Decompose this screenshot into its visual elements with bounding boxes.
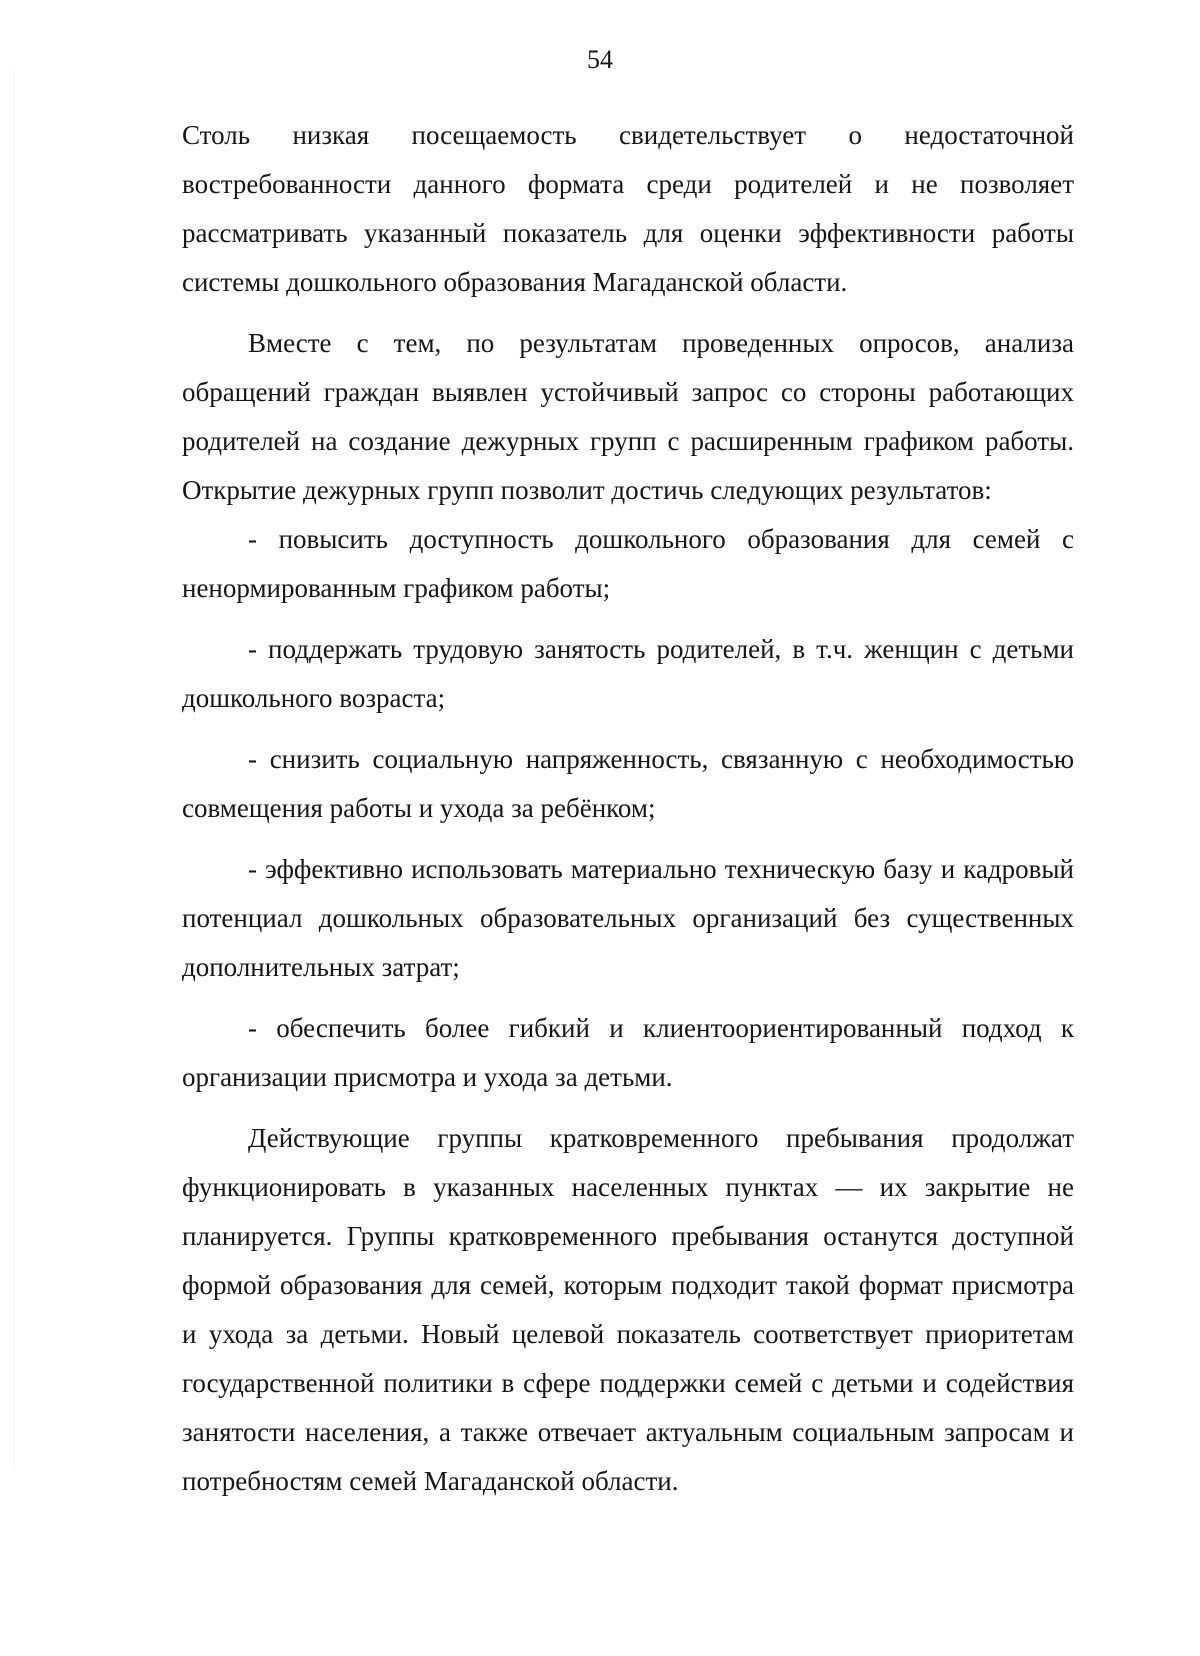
paragraph-short-stay-groups: Действующие группы кратковременного пребывания продолжат функционировать в указанных населенных пунктах — их закрытие не планируется. Группы кратковременного пребывания останутся доступной формой образования для семей, которым подходит такой формат присмотра и ухода за детьми. Новый целевой показатель соответствует приоритетам государственной политики в сфере поддержки семей с детьми и содействия занятости населения, а также отвечает актуальным социальным запросам и потребностям семей Магаданской области. xyxy=(182,1123,1074,1496)
body-text xyxy=(182,111,1074,1518)
list-item-employment: - поддержать трудовую занятость родителей, в т.ч. женщин с детьми дошкольного возраста; xyxy=(182,634,1074,713)
page-number: 54 xyxy=(587,45,613,74)
list-item-resources: - эффективно использовать материально техническую базу и кадровый потенциал дошкольных образовательных организаций без существенных дополнительных затрат; xyxy=(182,854,1074,982)
paragraph-attendance-conclusion: Столь низкая посещаемость свидетельствует о недостаточной востребованности данного формата среди родителей и не позволяет рассматривать указанный показатель для оценки эффективности работы системы дошкольного образования Магаданской области. xyxy=(182,120,1074,297)
scan-edge-line xyxy=(14,70,15,1470)
list-item-accessibility: - повысить доступность дошкольного образования для семей с ненормированным графиком работы; xyxy=(182,524,1074,603)
list-item-social-tension: - снизить социальную напряженность, связанную с необходимостью совмещения работы и ухода за ребёнком; xyxy=(182,744,1074,823)
paragraph-survey-results: Вместе с тем, по результатам проведенных опросов, анализа обращений граждан выявлен устойчивый запрос со стороны работающих родителей на создание дежурных групп с расширенным графиком работы. Открытие дежурных групп позволит достичь следующих результатов: xyxy=(182,328,1074,505)
list-item-flexible-approach: - обеспечить более гибкий и клиентоориентированный подход к организации присмотра и ухода за детьми. xyxy=(182,1013,1074,1092)
